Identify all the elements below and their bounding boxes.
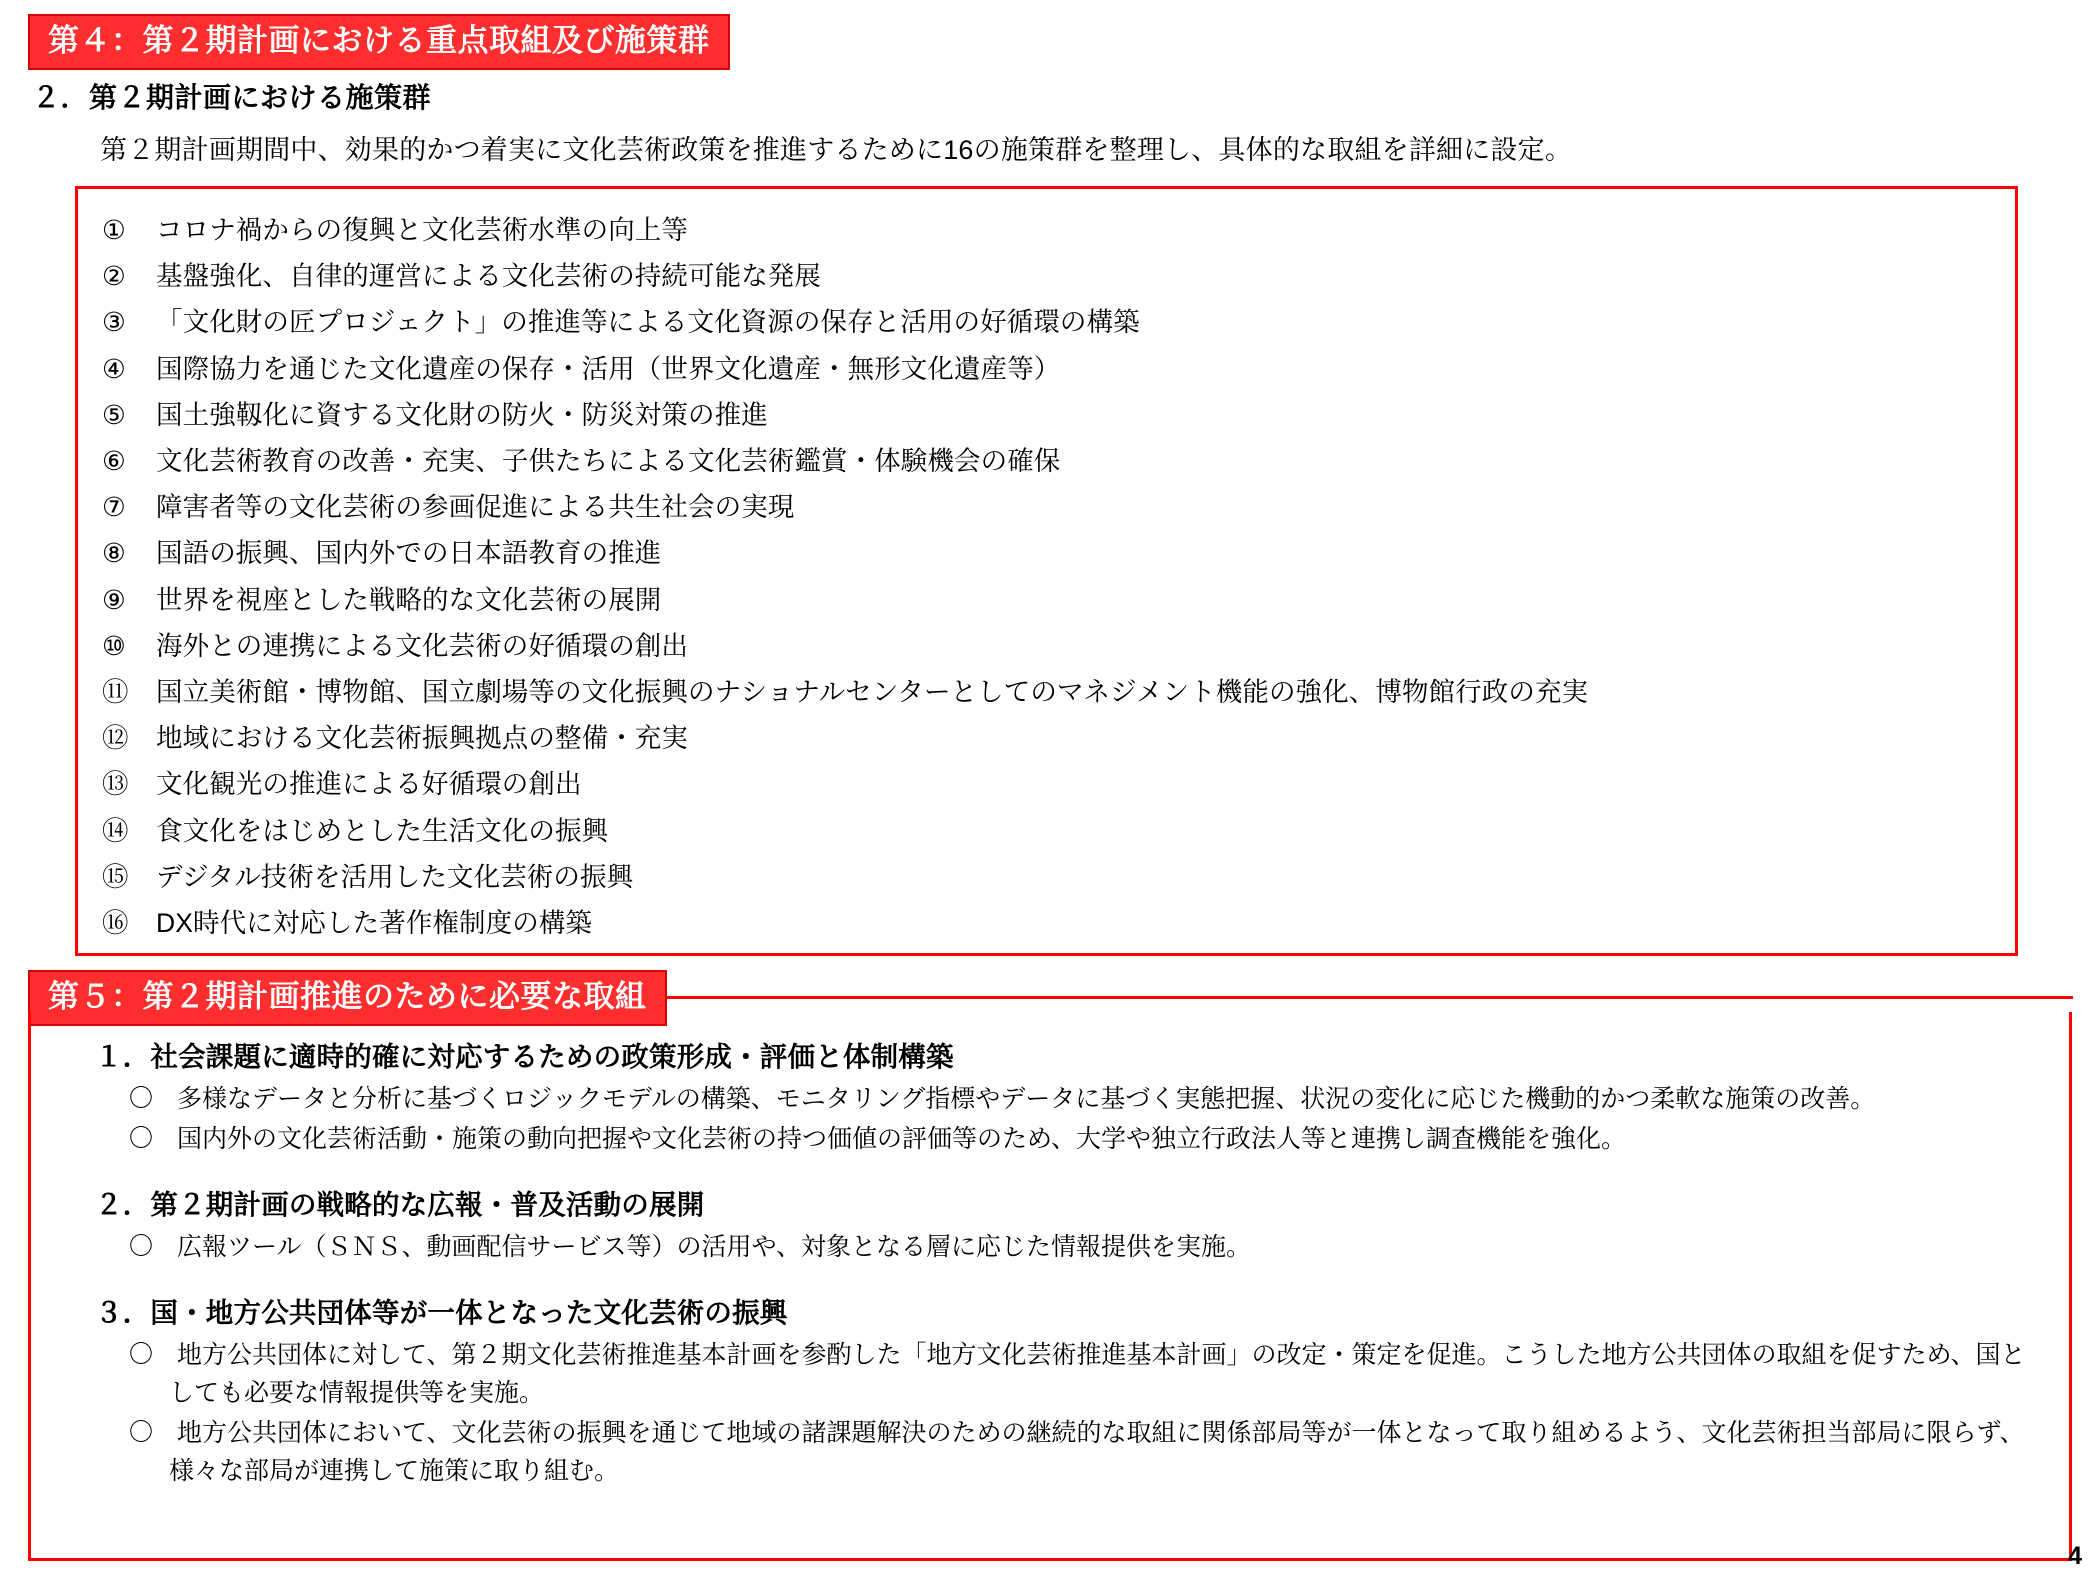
list-item-number: ⑧ (102, 538, 126, 569)
section5-bullet-text: 国内外の文化芸術活動・施策の動向把握や文化芸術の持つ価値の評価等のため、大学や独立行政法人等と連携し調査機能を強化。 (177, 1125, 1627, 1153)
section4-banner-label: 第４：第２期計画における重点取組及び施策群 (28, 14, 730, 70)
list-item (102, 207, 1991, 253)
list-item-label: 地域における文化芸術振興拠点の整備・充実 (156, 723, 688, 754)
section5-bullet (129, 1228, 2043, 1266)
list-item (102, 299, 1991, 345)
list-item-label: 障害者等の文化芸術の参画促進による共生社会の実現 (156, 492, 795, 523)
circle-bullet-icon: 〇 (129, 1233, 153, 1260)
section5-content-box (28, 1012, 2072, 1561)
section5-group-heading: １．社会課題に適時的確に対応するための政策形成・評価と体制構築 (95, 1041, 954, 1072)
list-item (102, 900, 1991, 946)
section5-group-heading: ３．国・地方公共団体等が一体となった文化芸術の振興 (95, 1297, 788, 1328)
list-item-label: デジタル技術を活用した文化芸術の振興 (156, 861, 634, 892)
list-item (102, 669, 1991, 715)
section5-group-heading: ２．第２期計画の戦略的な広報・普及活動の展開 (95, 1189, 705, 1220)
list-item-label: 食文化をはじめとした生活文化の振興 (156, 815, 609, 846)
list-item-label: 国土強靱化に資する文化財の防火・防災対策の推進 (156, 399, 768, 430)
section5-banner-label: 第５：第２期計画推進のために必要な取組 (28, 970, 667, 1026)
list-item-number: ⑮ (102, 861, 129, 892)
section5-header-rule (667, 996, 2074, 999)
list-item-label: 国立美術館・博物館、国立劇場等の文化振興のナショナルセンターとしてのマネジメント機能の強化、博物館行政の充実 (156, 677, 1589, 708)
page-number: 4 (2068, 1542, 2082, 1570)
list-item-number: ⑭ (102, 815, 129, 846)
list-item (102, 761, 1991, 807)
section5-bullet-text: 地方公共団体に対して、第２期文化芸術推進基本計画を参酌した「地方文化芸術推進基本計画」の改定・策定を促進。こうした地方公共団体の取組を促すため、国としても必要な情報提供等を実施。 (169, 1341, 2026, 1407)
list-item-label: 「文化財の匠プロジェクト」の推進等による文化資源の保存と活用の好循環の構築 (156, 307, 1140, 338)
section4-subtitle: ２．第２期計画における施策群 (32, 82, 432, 113)
section5-bullet-text: 広報ツール（ＳＮＳ、動画配信サービス等）の活用や、対象となる層に応じた情報提供を実施。 (177, 1233, 1252, 1261)
list-item-number: ⑬ (102, 769, 129, 800)
list-item (102, 346, 1991, 392)
list-item-number: ⑤ (102, 399, 126, 430)
list-item-number: ③ (102, 307, 126, 338)
section5-bullet-text: 地方公共団体において、文化芸術の振興を通じて地域の諸課題解決のための継続的な取組に関係部局等が一体となって取り組めるよう、文化芸術担当部局に限らず、様々な部局が連携して施策に取り組む。 (169, 1419, 2025, 1485)
section4-header (28, 14, 2073, 70)
section4-lead-text: 第２期計画期間中、効果的かつ着実に文化芸術政策を推進するために16の施策群を整理し、具体的な取組を詳細に設定。 (100, 135, 1573, 165)
list-item-number: ⑦ (102, 492, 126, 523)
list-item-number: ⑨ (102, 584, 126, 615)
list-item (102, 577, 1991, 623)
list-item-number: ⑩ (102, 630, 126, 661)
list-item-number: ⑫ (102, 723, 129, 754)
list-item (102, 484, 1991, 530)
list-item (102, 392, 1991, 438)
list-item-label: 国際協力を通じた文化遺産の保存・活用（世界文化遺産・無形文化遺産等） (156, 353, 1061, 384)
circle-bullet-icon: 〇 (129, 1419, 153, 1446)
list-item (102, 623, 1991, 669)
list-item-number: ⑥ (102, 446, 126, 477)
section5-bullet (129, 1336, 2043, 1412)
circle-bullet-icon: 〇 (129, 1125, 153, 1152)
list-item-number: ⑪ (102, 677, 129, 708)
spacer (57, 1268, 2043, 1290)
section5-bullet (129, 1414, 2043, 1490)
list-item-label: DX時代に対応した著作権制度の構築 (156, 908, 593, 939)
list-item-label: 海外との連携による文化芸術の好循環の創出 (156, 630, 688, 661)
list-item (102, 438, 1991, 484)
list-item-number: ⑯ (102, 908, 129, 939)
list-item-label: 文化観光の推進による好循環の創出 (156, 769, 582, 800)
list-item-label: 基盤強化、自律的運営による文化芸術の持続可能な発展 (156, 261, 821, 292)
spacer (57, 1160, 2043, 1182)
policy-group-list (75, 186, 2018, 956)
list-item-number: ① (102, 215, 126, 245)
list-item (102, 715, 1991, 761)
list-item (102, 530, 1991, 576)
list-item (102, 808, 1991, 854)
list-item (102, 854, 1991, 900)
list-item (102, 253, 1991, 299)
list-item-number: ② (102, 261, 126, 292)
list-item-label: 国語の振興、国内外での日本語教育の推進 (156, 538, 662, 569)
list-item-label: 世界を視座とした戦略的な文化芸術の展開 (156, 584, 662, 615)
section5-bullet (129, 1080, 2043, 1118)
list-item-label: コロナ禍からの復興と文化芸術水準の向上等 (156, 215, 688, 245)
section5-bullet-text: 多様なデータと分析に基づくロジックモデルの構築、モニタリング指標やデータに基づく実態把握、状況の変化に応じた機動的かつ柔軟な施策の改善。 (177, 1085, 1876, 1113)
list-item-number: ④ (102, 353, 126, 384)
list-item-label: 文化芸術教育の改善・充実、子供たちによる文化芸術鑑賞・体験機会の確保 (156, 446, 1061, 477)
section5-bullet (129, 1120, 2043, 1158)
circle-bullet-icon: 〇 (129, 1085, 153, 1112)
circle-bullet-icon: 〇 (129, 1341, 153, 1368)
